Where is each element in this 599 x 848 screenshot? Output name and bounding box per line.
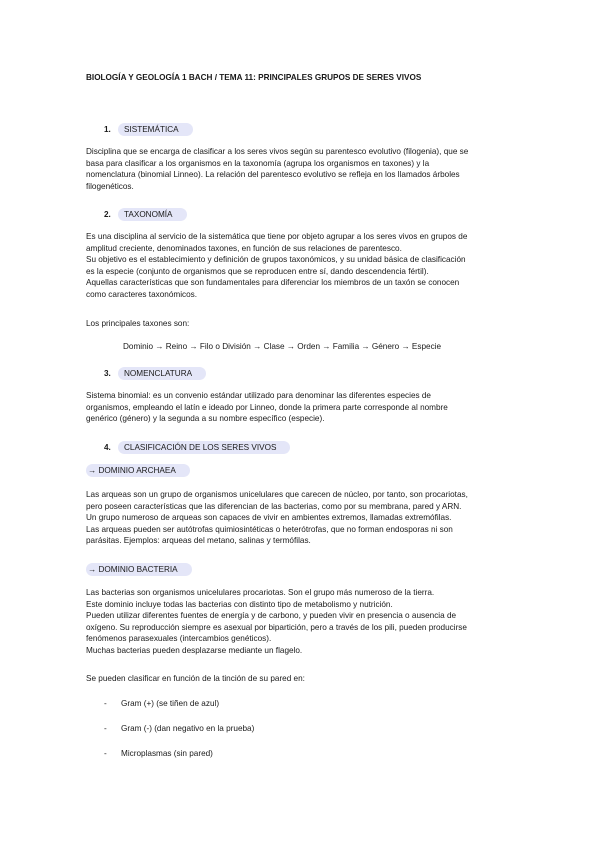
tincion-intro [86,673,518,685]
paragraph-taxonomia [86,231,518,301]
text-line: Aquellas características que son fundamentales para diferenciar los miembros de un taxón se conocen [86,278,460,288]
bullet-text: Microplasmas (sin pared) [121,749,213,758]
bullet-dash: - [104,749,107,758]
taxones-chain: Dominio → Reino → Filo o División → Clase → Orden → Familia → Género → Especie [123,342,442,351]
bullet-dash: - [104,724,107,733]
text-line: Disciplina que se encarga de clasificar a los seres vivos según su parentesco evolutivo (filogenia), que se [86,147,469,156]
document-header: BIOLOGÍA Y GEOLOGÍA 1 BACH / TEMA 11: PRINCIPALES GRUPOS DE SERES VIVOS [86,73,422,82]
section-heading-taxonomia [104,206,187,222]
text-line: es la especie (conjunto de organismos que se reproducen entre sí, dando descendencia fértil). [86,266,429,276]
text-line: fenómenos parasexuales (intercambios genéticos). [86,634,272,644]
bullet-item [104,699,219,708]
text-line: Su objetivo es el establecimiento y definición de grupos taxonómicos, y su unidad básica de clasificación [86,255,466,265]
paragraph-bacteria [86,587,518,657]
text-line: genérico (género) y la segunda a su nombre específico (especie). [86,414,325,424]
paragraph-archaea [86,489,518,547]
subheading-label: → DOMINIO ARCHAEA [86,464,190,477]
taxones-intro [86,318,518,330]
text-line: oxígeno. Su reproducción siempre es asexual por bipartición, pero a través de los pili, pueden producirse [86,622,467,632]
text-line: Las bacterias son organismos unicelulares procariotas. Son el grupo más numeroso de la tierra. [86,588,435,597]
text-line: como caracteres taxonómicos. [86,289,198,299]
section-title: SISTEMÁTICA [118,123,193,136]
paragraph-sistematica [86,146,518,192]
text-line: Es una disciplina al servicio de la sistemática que tiene por objeto agrupar a los seres vivos en grupos de [86,232,468,241]
text-line: Se pueden clasificar en función de la tinción de su pared en: [86,674,305,683]
bullet-text: Gram (-) (dan negativo en la prueba) [121,724,255,733]
section-heading-nomenclatura [104,365,206,381]
bullet-item [104,749,213,758]
text-line: Las arqueas son un grupo de organismos unicelulares que carecen de núcleo, por tanto, son procariotas, [86,490,468,499]
section-number: 1. [104,124,111,134]
subheading-dominio-archaea [86,463,190,477]
section-number: 2. [104,209,111,219]
section-number: 4. [104,442,111,452]
section-heading-sistematica [104,121,193,137]
text-line: parásitas. Ejemplos: arqueas del metano, salinas y termófilas. [86,536,311,546]
text-line: Un grupo numeroso de arqueas son capaces de vivir en ambientes extremos, llamadas extremófilas. [86,513,452,523]
bullet-dash: - [104,699,107,708]
text-line: Pueden utilizar diferentes fuentes de energía y de carbono, y pueden vivir en presencia o ausencia de [86,611,457,621]
text-line: pero poseen características que las diferencian de las bacterias, como por su membrana, pared y ARN. [86,501,462,511]
bullet-item [104,724,254,733]
subheading-label: → DOMINIO BACTERIA [86,563,192,576]
section-title: TAXONOMÍA [118,208,187,221]
text-line: Las arqueas pueden ser autótrofas quimiosintéticas o heterótrofas, que no forman endosporas ni son [86,524,453,534]
section-number: 3. [104,368,111,378]
text-line: Muchas bacterias pueden desplazarse mediante un flagelo. [86,645,303,655]
text-line: Los principales taxones son: [86,319,190,328]
text-line: amplitud creciente, denominados taxones, en función de sus relaciones de parentesco. [86,243,402,253]
text-line: Este dominio incluye todas las bacterias con distinto tipo de metabolismo y nutrición. [86,599,393,609]
subheading-dominio-bacteria [86,562,192,576]
paragraph-nomenclatura [86,390,518,425]
text-line: basa para clasificar a los organismos en la taxonomía (agrupa los organismos en taxones) y la [86,158,430,168]
section-title: CLASIFICACIÓN DE LOS SERES VIVOS [118,441,290,454]
section-heading-clasificacion [104,439,290,455]
text-line: filogenéticos. [86,181,134,191]
section-title: NOMENCLATURA [118,367,206,380]
text-line: nomenclatura (binomial Linneo). La relación del parentesco evolutivo se refleja en los llamados árboles [86,170,460,180]
text-line: organismos, empleando el latín e ideado por Linneo, donde la primera parte corresponde al nombre [86,402,448,412]
bullet-text: Gram (+) (se tiñen de azul) [121,699,220,708]
text-line: Sistema binomial: es un convenio estándar utilizado para denominar las diferentes especies de [86,391,431,400]
